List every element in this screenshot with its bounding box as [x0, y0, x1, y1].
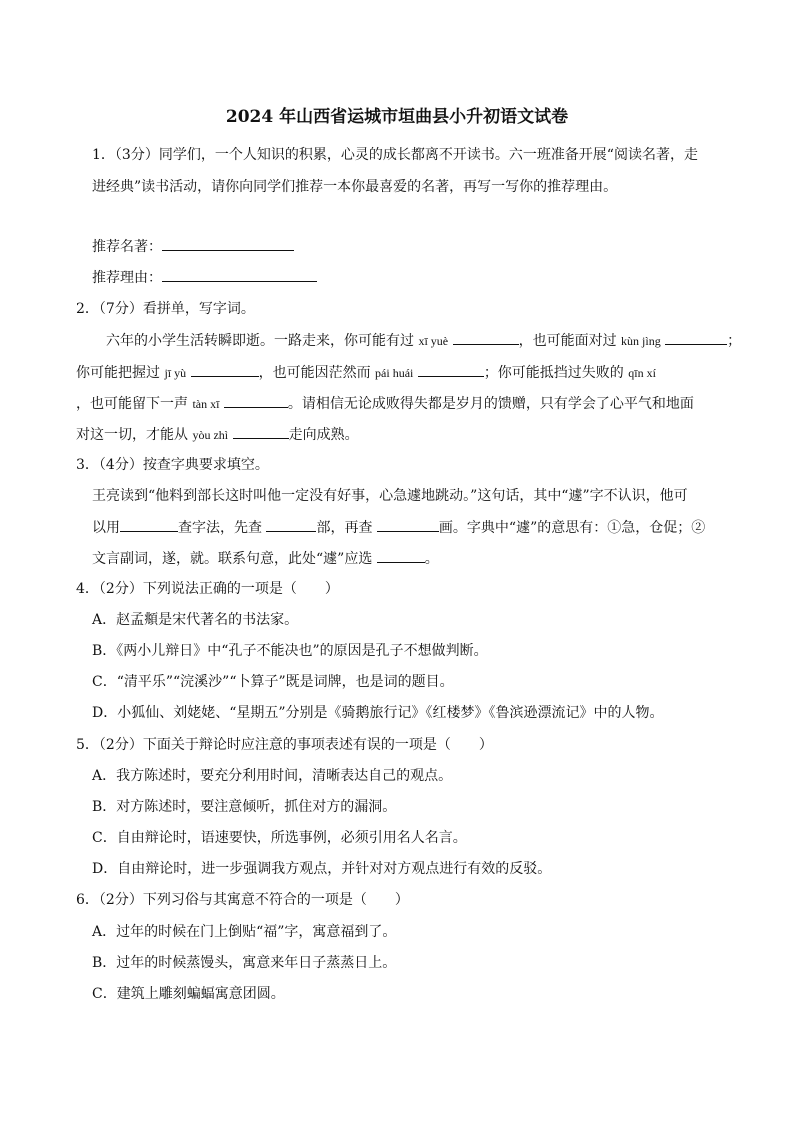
q2-text: 走向成熟。	[288, 427, 359, 443]
q5-heading: 5．（2分）下面关于辩论时应注意的事项表述有误的一项是（ ）	[76, 737, 493, 753]
q2-text: 对这一切，才能从	[76, 427, 188, 443]
q2-pinyin-qinxi: qīn xí	[628, 366, 656, 380]
q2-blank-youzhi[interactable]	[233, 424, 289, 439]
q2-line-1	[106, 330, 741, 351]
q2-text: ，也可能因茫然而	[258, 365, 371, 381]
q3-blank-method[interactable]	[120, 517, 178, 532]
q3-blank-radical[interactable]	[266, 517, 316, 532]
q3-text: 部，再查	[316, 520, 373, 536]
q2-pinyin-paihuai: pái huái	[375, 366, 414, 380]
q1-line-1: 1．（3分）同学们，一个人知识的积累，心灵的成长都离不开读书。六一班准备开展“阅读名著，走	[92, 147, 698, 163]
q2-blank-kunjing[interactable]	[665, 330, 727, 345]
q2-text: 六年的小学生活转瞬即逝。一路走来，你可能有过	[106, 333, 414, 349]
q2-heading: 2．（7分）看拼单，写字词。	[76, 301, 255, 317]
q2-blank-tanxi[interactable]	[224, 393, 288, 408]
q5-option-a[interactable]: A．我方陈述时，要充分利用时间，清晰表达自己的观点。	[92, 768, 453, 784]
q2-text: 你可能把握过	[76, 365, 160, 381]
q1-book-blank[interactable]	[162, 236, 294, 251]
q6-option-c[interactable]: C．建筑上雕刻蝙蝠寓意团圆。	[92, 986, 285, 1002]
q5-option-c[interactable]: C．自由辩论时，语速要快，所选事例，必须引用名人名言。	[92, 830, 467, 846]
q3-line-1: 王亮读到“他料到部长这时叫他一定没有好事，心急遽地跳动。”这句话，其中“遽”字不认识，他可	[92, 488, 688, 504]
q2-blank-xiyue[interactable]	[453, 330, 519, 345]
q6-option-a[interactable]: A．过年的时候在门上倒贴“福”字，寓意福到了。	[92, 924, 397, 940]
q3-text: 画。字典中“遽”的意思有：①急，仓促；②	[438, 520, 706, 536]
q1-reason-row	[92, 267, 317, 288]
q4-option-d[interactable]: D．小狐仙、刘姥姥、“星期五”分别是《骑鹅旅行记》《红楼梦》《鲁滨逊漂流记》中的人物。	[92, 705, 664, 721]
q5-option-d[interactable]: D．自由辩论时，进一步强调我方观点，并针对对方观点进行有效的反驳。	[92, 861, 552, 877]
q3-heading: 3．（4分）按查字典要求填空。	[76, 457, 269, 473]
q2-pinyin-tanxi: tàn xī	[192, 397, 220, 411]
q3-text: 文言副词，遂，就。联系句意，此处“遽”应选	[92, 551, 373, 567]
q6-heading: 6．（2分）下列习俗与其寓意不符合的一项是（ ）	[76, 892, 409, 908]
q1-book-label: 推荐名著：	[92, 239, 162, 255]
q3-blank-strokes[interactable]	[377, 517, 439, 532]
q2-text: ，也可能留下一声	[76, 396, 188, 412]
q2-line-3	[76, 393, 694, 414]
q3-line-2	[92, 517, 705, 538]
q2-text: 。请相信无论成败得失都是岁月的馈赠，只有学会了心平气和地面	[287, 396, 694, 412]
q5-option-b[interactable]: B．对方陈述时，要注意倾听，抓住对方的漏洞。	[92, 799, 397, 815]
q1-reason-label: 推荐理由：	[92, 270, 162, 286]
q2-pinyin-youzhi: yòu zhì	[192, 428, 229, 442]
q3-text: 查字法，先查	[178, 520, 262, 536]
q2-pinyin-jiyu: jī yù	[164, 366, 187, 380]
q2-text: ；你可能抵挡过失败的	[483, 365, 624, 381]
q2-text: ；	[727, 333, 742, 349]
q2-text: ，也可能面对过	[518, 333, 617, 349]
q3-line-3	[92, 548, 439, 569]
q4-option-a[interactable]: A．赵孟頫是宋代著名的书法家。	[92, 612, 299, 628]
q4-option-b[interactable]: B．《两小儿辩日》中“孔子不能决也”的原因是孔子不想做判断。	[92, 643, 488, 659]
q2-line-2	[76, 362, 656, 383]
q2-blank-paihuai[interactable]	[418, 362, 484, 377]
q6-option-b[interactable]: B．过年的时候蒸馒头，寓意来年日子蒸蒸日上。	[92, 955, 397, 971]
q3-text: 。	[424, 551, 439, 567]
q1-line-2: 进经典”读书活动，请你向同学们推荐一本你最喜爱的名著，再写一写你的推荐理由。	[92, 179, 618, 195]
q3-text: 以用	[92, 520, 120, 536]
q2-blank-jiyu[interactable]	[191, 362, 259, 377]
q2-pinyin-kunjing: kùn jìng	[621, 334, 661, 348]
q1-book-row	[92, 236, 294, 257]
q2-pinyin-xiyue: xī yuè	[418, 334, 449, 348]
q4-option-c[interactable]: C．“清平乐”“浣溪沙”“卜算子”既是词牌，也是词的题目。	[92, 674, 454, 690]
q3-blank-meaning[interactable]	[377, 548, 425, 563]
q2-line-4	[76, 424, 359, 445]
exam-title: 2024 年山西省运城市垣曲县小升初语文试卷	[225, 107, 569, 127]
q1-reason-blank[interactable]	[162, 267, 317, 282]
q4-heading: 4．（2分）下列说法正确的一项是（ ）	[76, 581, 339, 597]
